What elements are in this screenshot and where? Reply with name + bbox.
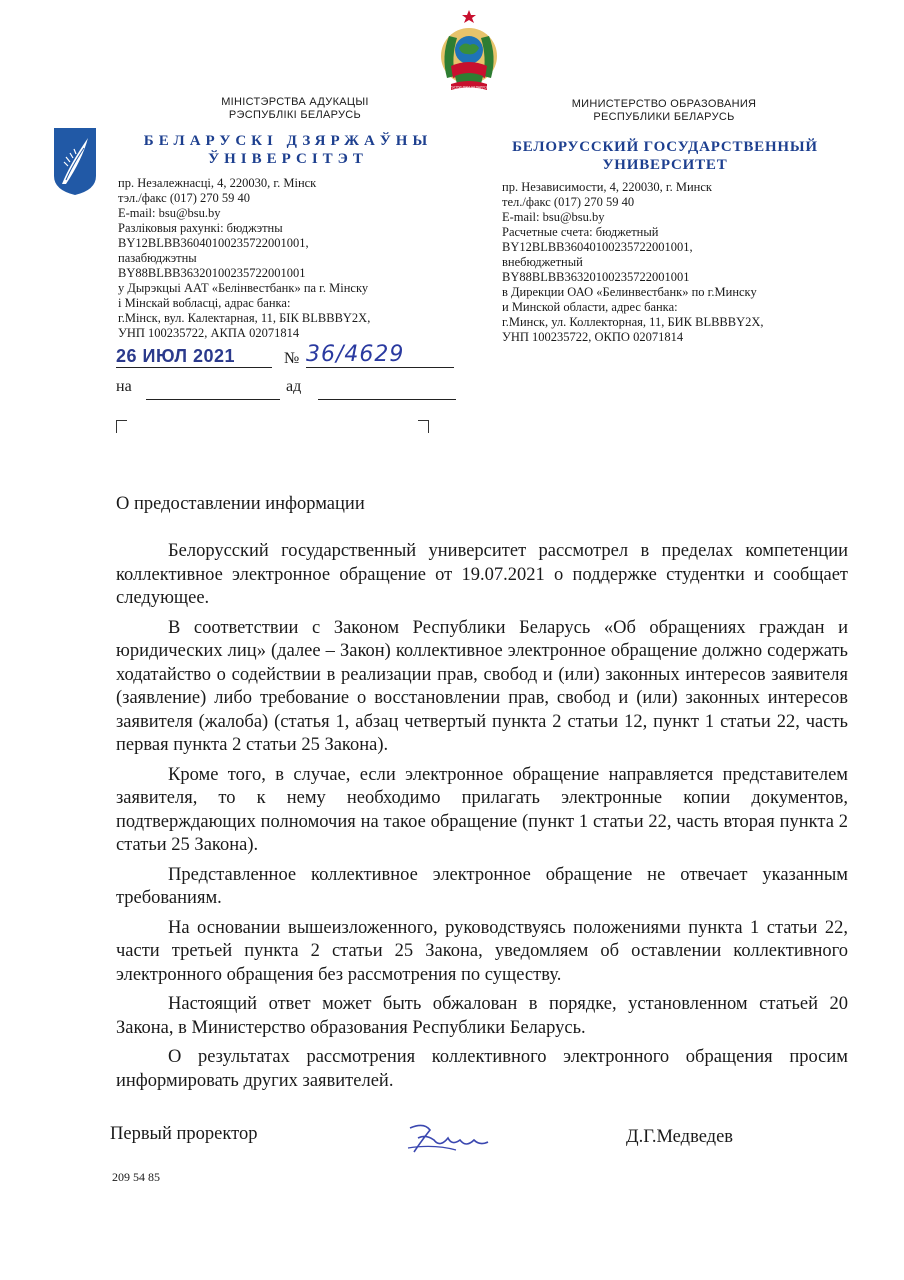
reference-from-line — [318, 398, 456, 400]
ministry-ru-line1: МИНИСТЕРСТВО ОБРАЗОВАНИЯ — [571, 98, 757, 110]
belarus-state-emblem-icon — [437, 8, 501, 94]
reference-on-line — [146, 398, 280, 400]
body-paragraph: Кроме того, в случае, если электронное обращение направляется представителем заявителя, то к нему необходимо прилагать электронные копии документов, подтверждающих полномочия на такое обращение (пункт 1 статьи 22, часть вторая пункта 2 статьи 25 Закона). — [116, 764, 848, 855]
body-paragraph: В соответствии с Законом Республики Беларусь «Об обращениях граждан и юридических лиц» (далее – Закон) коллективное электронное обращение должно содержать ходатайство о содействии в реализации прав, свобод и (или) законных интересов заявителя (заявление) либо требование о восстановлении прав, свобод и (или) законных интересов заявителя (жалоба) (статья 1, абзац четвертый пункта 2 статьи 12, пункт 1 статьи 22, часть первая пункта 2 статьи 25 Закона). — [116, 617, 848, 755]
body-paragraph: Настоящий ответ может быть обжалован в порядке, установленном статьей 20 Закона, в Министерство образования Республики Беларусь. — [116, 994, 848, 1038]
body-paragraph: Белорусский государственный университет рассмотрел в пределах компетенции коллективное электронное обращение от 19.07.2021 о поддержке студентки и сообщает следующее. — [116, 541, 848, 608]
university-ru-line2: УНИВЕРСИТЕТ — [602, 157, 728, 173]
body-paragraph: О результатах рассмотрения коллективного электронного обращения просим информировать других заявителей. — [116, 1047, 848, 1091]
address-block-ru — [502, 180, 764, 345]
emblem-ribbon-text: РЭСПУБЛІКА БЕЛАРУСЬ — [449, 85, 489, 90]
address-line: BY88BLBB36320100235722001001 — [118, 266, 306, 280]
address-line: пр. Независимости, 4, 220030, г. Минск — [502, 180, 712, 194]
address-line: E-mail: bsu@bsu.by — [502, 210, 605, 224]
letter-subject: О предоставлении информации — [116, 494, 365, 514]
signatory-name: Д.Г.Медведев — [626, 1127, 734, 1147]
address-line: і Мінскай вобласці, адрас банка: — [118, 296, 291, 310]
address-line: УНП 100235722, ОКПО 02071814 — [502, 330, 684, 344]
address-line: и Минской области, адрес банка: — [502, 300, 678, 314]
address-line: BY12BLBB36040100235722001001, — [502, 240, 693, 254]
outgoing-number: 36/4629 — [306, 342, 454, 368]
address-line: внебюджетный — [502, 255, 583, 269]
university-ru-line1: БЕЛОРУССКИЙ ГОСУДАРСТВЕННЫЙ — [512, 139, 818, 155]
address-line: BY12BLBB36040100235722001001, — [118, 236, 309, 250]
letter-body — [116, 540, 848, 1099]
address-line: г.Мінск, вул. Калектарная, 11, БІК BLBBBY2X, — [118, 311, 371, 325]
date-stamp: 26 ИЮЛ 2021 — [116, 346, 272, 368]
address-line: у Дырэкцыі ААТ «Белінвестбанк» па г. Мінску — [118, 281, 369, 295]
bracket-left — [116, 420, 127, 433]
university-by-line2: ЎНІВЕРСІТЭТ — [208, 151, 368, 167]
body-paragraph: Представленное коллективное электронное обращение не отвечает указанным требованиям. — [116, 864, 848, 908]
ministry-ru-line2: РЕСПУБЛИКИ БЕЛАРУСЬ — [593, 111, 735, 123]
address-line: BY88BLBB36320100235722001001 — [502, 270, 690, 284]
address-line: пр. Незалежнасці, 4, 220030, г. Мінск — [118, 176, 317, 190]
address-block-by — [118, 176, 370, 341]
address-line: Разліковыя рахункі: бюджэтны — [118, 221, 283, 235]
signatory-title: Первый проректор — [110, 1124, 258, 1144]
address-line: E-mail: bsu@bsu.by — [118, 206, 221, 220]
address-line: г.Минск, ул. Коллекторная, 11, БИК BLBBBY2X, — [502, 315, 764, 329]
ministry-by-line2: РЭСПУБЛІКІ БЕЛАРУСЬ — [228, 109, 362, 121]
address-line: в Дирекции ОАО «Белинвестбанк» по г.Минску — [502, 285, 757, 299]
reference-from-label: ад — [286, 378, 302, 395]
number-label: № — [284, 350, 300, 367]
address-line: Расчетные счета: бюджетный — [502, 225, 659, 239]
ministry-by-line1: МІНІСТЭРСТВА АДУКАЦЫІ — [221, 96, 369, 108]
university-by-line1: БЕЛАРУСКІ ДЗЯРЖАЎНЫ — [143, 133, 433, 149]
address-line: пазабюджэтны — [118, 251, 197, 265]
bracket-right — [418, 420, 429, 433]
body-paragraph: На основании вышеизложенного, руководствуясь положениями пункта 1 статьи 22, части третьей пункта 2 статьи 25 Закона, уведомляем об оставлении коллективного электронного обращения без рассмотрения по существу. — [116, 917, 848, 985]
executor-phone: 209 54 85 — [112, 1170, 160, 1184]
address-line: УНП 100235722, АКПА 02071814 — [118, 326, 300, 340]
address-line: тэл./факс (017) 270 59 40 — [118, 191, 251, 205]
address-line: тел./факс (017) 270 59 40 — [502, 195, 635, 209]
reference-on-label: на — [116, 378, 132, 395]
handwritten-signature-icon — [404, 1118, 494, 1158]
bsu-logo-icon — [52, 126, 98, 196]
